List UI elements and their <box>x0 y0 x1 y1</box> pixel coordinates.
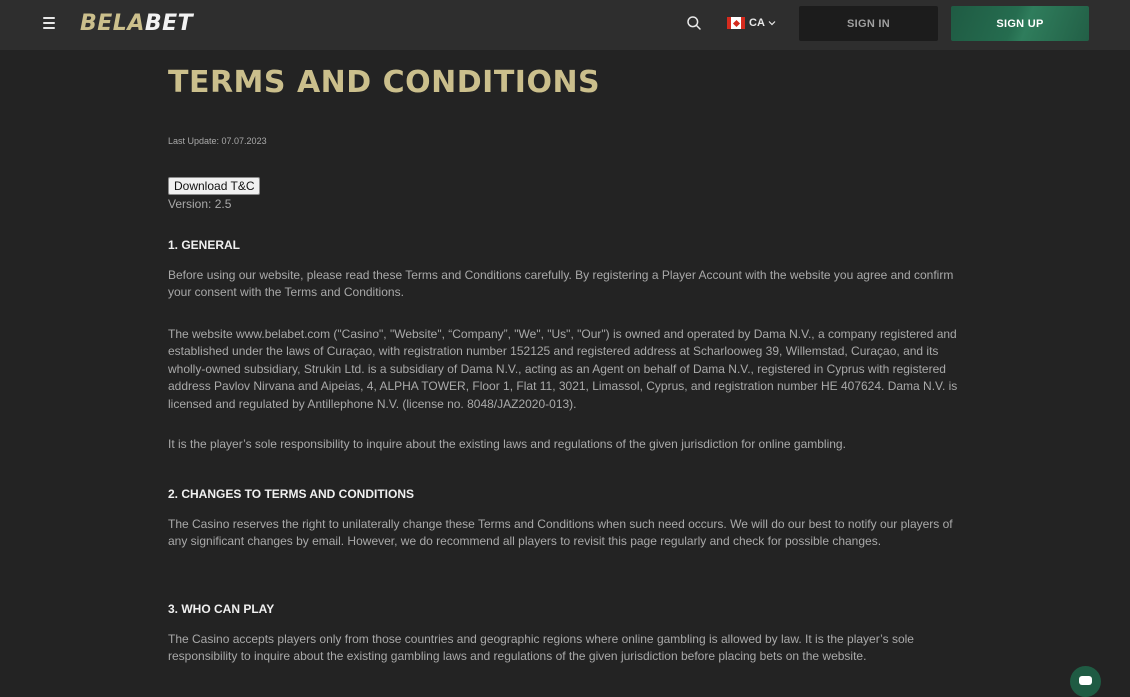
section-heading-general: 1. GENERAL <box>168 238 241 252</box>
download-terms-button[interactable]: Download T&C <box>168 177 260 195</box>
page-title: TERMS AND CONDITIONS <box>168 65 601 100</box>
section-paragraph: It is the player’s sole responsibility to inquire about the existing laws and regulations of the given jurisdiction for online gambling. <box>168 437 846 451</box>
chat-icon <box>1079 676 1092 685</box>
version-text: Version: 2.5 <box>168 197 232 211</box>
logo-text-bet: BET <box>144 11 194 36</box>
canada-flag-icon <box>727 17 745 29</box>
belabet-logo[interactable] <box>80 10 193 38</box>
section-paragraph: The website www.belabet.com ("Casino", "Website", “Company”, "We", "Us", "Our") is owned and operated by Dama N.V., a company registered and established under the laws of Curaçao, with registration number 152125 and registered address at Scharlooweg 39, Willemstad, Curaçao, and its wholly-owned subsidiary, Strukin Ltd. is a subsidiary of Dama N.V., acting as an Agent on behalf of Dama N.V., registered in Cyprus with registered address Pavlov Nirvana and Aipeias, 4, ALPHA TOWER, Floor 1, Flat 11, 3021, Limassol, Cyprus, and registration number HE 407624. Dama N.V. is licensed and regulated by Antillephone N.V. (license no. 8048/JAZ2020-013). <box>168 327 958 411</box>
sign-in-button[interactable]: SIGN IN <box>799 6 938 41</box>
section-paragraph: The Casino reserves the right to unilaterally change these Terms and Conditions when such need occurs. We will do our best to notify our players of any significant changes by email. However, we do recommend all players to revisit this page regularly and check for possible changes. <box>168 517 953 549</box>
section-heading-changes: 2. CHANGES TO TERMS AND CONDITIONS <box>168 487 415 501</box>
top-header <box>0 0 1130 50</box>
search-icon[interactable] <box>686 15 702 31</box>
language-selector[interactable] <box>727 15 776 31</box>
sign-up-button[interactable]: SIGN UP <box>951 6 1089 41</box>
language-code: CA <box>749 17 765 29</box>
logo-text-bela: BELA <box>80 11 145 36</box>
section-paragraph: Before using our website, please read these Terms and Conditions carefully. By registering a Player Account with the website you agree and confirm your consent with the Terms and Conditions. <box>168 268 954 300</box>
last-update-text: Last Update: 07.07.2023 <box>168 136 267 146</box>
hamburger-icon[interactable] <box>43 16 55 30</box>
chevron-down-icon <box>768 19 776 27</box>
chat-button[interactable] <box>1070 666 1101 697</box>
section-heading-who-can-play: 3. WHO CAN PLAY <box>168 602 275 616</box>
section-paragraph: The Casino accepts players only from those countries and geographic regions where online gambling is allowed by law. It is the player’s sole responsibility to inquire about the existing gambling laws and regulations of the given jurisdiction before placing bets on the website. <box>168 632 914 664</box>
